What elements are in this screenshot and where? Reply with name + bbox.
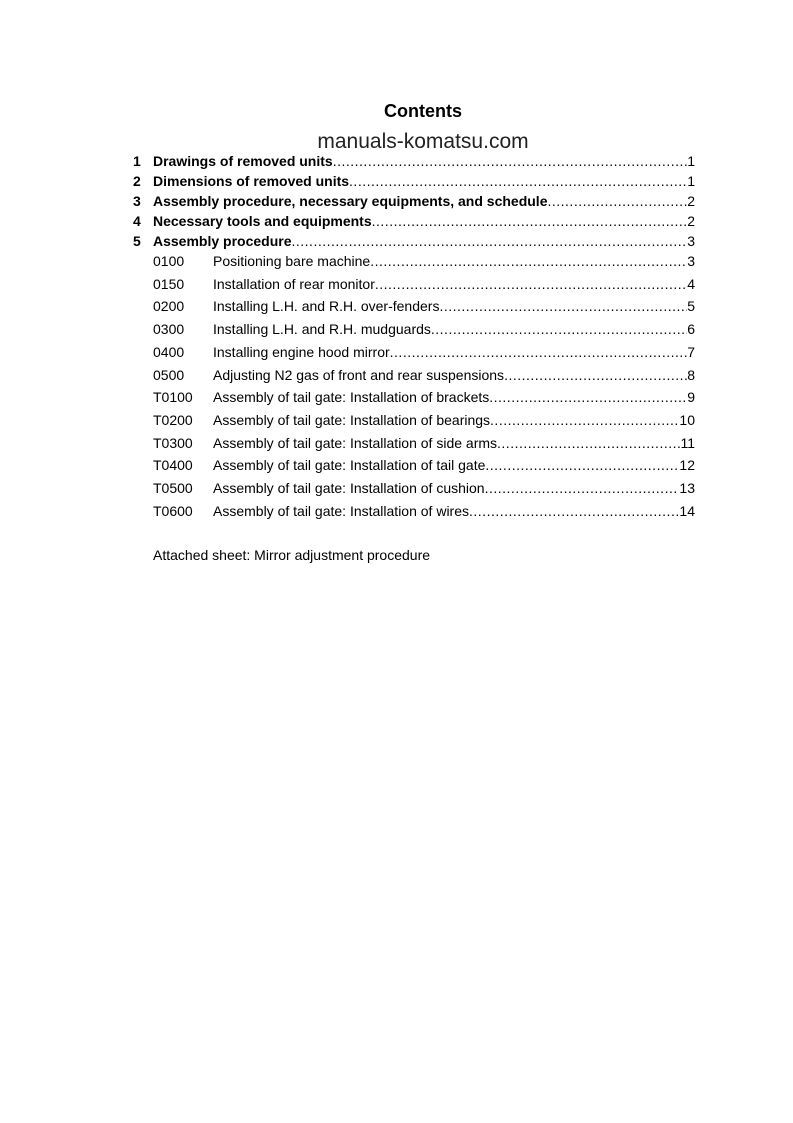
page-number: 14 xyxy=(679,502,695,519)
toc-section-entry[interactable] xyxy=(133,231,695,251)
page-title: Contents xyxy=(384,101,462,121)
section-number: 2 xyxy=(133,173,141,189)
dot-leader xyxy=(349,171,687,191)
subsection-code: 0400 xyxy=(153,343,185,360)
dot-leader xyxy=(375,274,687,294)
dot-leader xyxy=(485,455,679,475)
subsection-code: 0200 xyxy=(153,298,185,315)
toc-subsection-entry[interactable] xyxy=(133,433,695,453)
subsection-title: Installing L.H. and R.H. over-fenders xyxy=(213,298,440,315)
toc-section-entry[interactable] xyxy=(133,211,695,231)
subsection-title: Assembly of tail gate: Installation of cushion xyxy=(213,480,485,496)
page-number: 2 xyxy=(687,193,695,209)
toc-subsection-entry[interactable] xyxy=(133,296,695,316)
section-title: Drawings of removed units xyxy=(153,153,333,169)
page-number: 3 xyxy=(687,253,695,269)
subsection-title: Positioning bare machine xyxy=(213,253,371,269)
subsection-title: Assembly of tail gate: Installation of tail gate xyxy=(213,457,486,474)
toc-subsection-entry[interactable] xyxy=(133,410,695,430)
subsection-title: Assembly of tail gate: Installation of side arms xyxy=(213,434,498,451)
dot-leader xyxy=(431,319,687,339)
subsection-code: 0500 xyxy=(153,366,185,383)
page-number: 13 xyxy=(679,480,695,496)
section-number: 3 xyxy=(133,193,141,209)
attached-sheet-note: Attached sheet: Mirror adjustment procedure xyxy=(153,547,431,563)
toc-subsection-entry[interactable] xyxy=(133,365,695,385)
page-number: 7 xyxy=(687,343,695,360)
dot-leader xyxy=(390,342,688,362)
section-title: Assembly procedure, necessary equipments, and schedule xyxy=(153,193,548,209)
section-title: Necessary tools and equipments xyxy=(153,213,372,229)
dot-leader xyxy=(370,251,687,271)
subsection-title: Installing engine hood mirror xyxy=(213,343,390,360)
subsection-code: 0300 xyxy=(153,321,185,338)
toc-subsection-entry[interactable] xyxy=(133,501,695,521)
subsection-code: T0600 xyxy=(153,502,193,519)
subsection-code: T0400 xyxy=(153,457,193,474)
dot-leader xyxy=(439,296,687,316)
dot-leader xyxy=(489,387,687,407)
subsection-title: Assembly of tail gate: Installation of brackets xyxy=(213,389,490,406)
section-number: 4 xyxy=(133,213,141,229)
toc-section-entry[interactable] xyxy=(133,191,695,211)
section-title: Dimensions of removed units xyxy=(153,173,350,189)
toc-subsection-entry[interactable] xyxy=(133,455,695,475)
page-number: 1 xyxy=(687,173,695,189)
dot-leader xyxy=(504,365,687,385)
toc-subsection-entry[interactable] xyxy=(133,387,695,407)
dot-leader xyxy=(490,410,679,430)
dot-leader xyxy=(469,501,679,521)
dot-leader xyxy=(497,433,680,453)
toc-section-entry[interactable] xyxy=(133,151,695,171)
page-number: 3 xyxy=(687,233,695,249)
subsection-title: Assembly of tail gate: Installation of bearings xyxy=(213,411,491,428)
toc-subsection-entry[interactable] xyxy=(133,251,695,271)
dot-leader xyxy=(292,231,688,251)
page-number: 10 xyxy=(679,411,695,428)
page-number: 4 xyxy=(687,275,695,292)
subsection-code: 0150 xyxy=(153,275,185,292)
subsection-title: Adjusting N2 gas of front and rear suspensions xyxy=(213,366,505,383)
dot-leader xyxy=(372,211,688,231)
subsection-title: Installation of rear monitor xyxy=(213,275,375,292)
page-number: 1 xyxy=(687,153,695,169)
subsection-code: T0200 xyxy=(153,411,193,428)
page-number: 9 xyxy=(687,389,695,406)
toc-subsection-entry[interactable] xyxy=(133,274,695,294)
toc-subsection-entry[interactable] xyxy=(133,319,695,339)
page-number: 12 xyxy=(679,457,695,474)
watermark: manuals-komatsu.com xyxy=(317,130,529,153)
page-number: 6 xyxy=(687,321,695,338)
dot-leader xyxy=(485,478,680,498)
toc-subsection-entry[interactable] xyxy=(133,478,695,498)
subsection-title: Assembly of tail gate: Installation of wires xyxy=(213,502,470,519)
page-number: 8 xyxy=(687,366,695,383)
subsection-code: T0100 xyxy=(153,389,193,406)
dot-leader xyxy=(547,191,687,211)
section-title: Assembly procedure xyxy=(153,233,292,249)
toc-section-entry[interactable] xyxy=(133,171,695,191)
section-number: 5 xyxy=(133,233,141,249)
page-number: 2 xyxy=(687,213,695,229)
subsection-code: 0100 xyxy=(153,253,185,269)
subsection-code: T0300 xyxy=(153,434,193,451)
page-number: 5 xyxy=(687,298,695,315)
subsection-code: T0500 xyxy=(153,480,193,496)
page-number: 11 xyxy=(680,434,695,451)
section-number: 1 xyxy=(133,153,141,169)
dot-leader xyxy=(333,151,688,171)
toc-subsection-entry[interactable] xyxy=(133,342,695,362)
subsection-title: Installing L.H. and R.H. mudguards xyxy=(213,321,431,338)
